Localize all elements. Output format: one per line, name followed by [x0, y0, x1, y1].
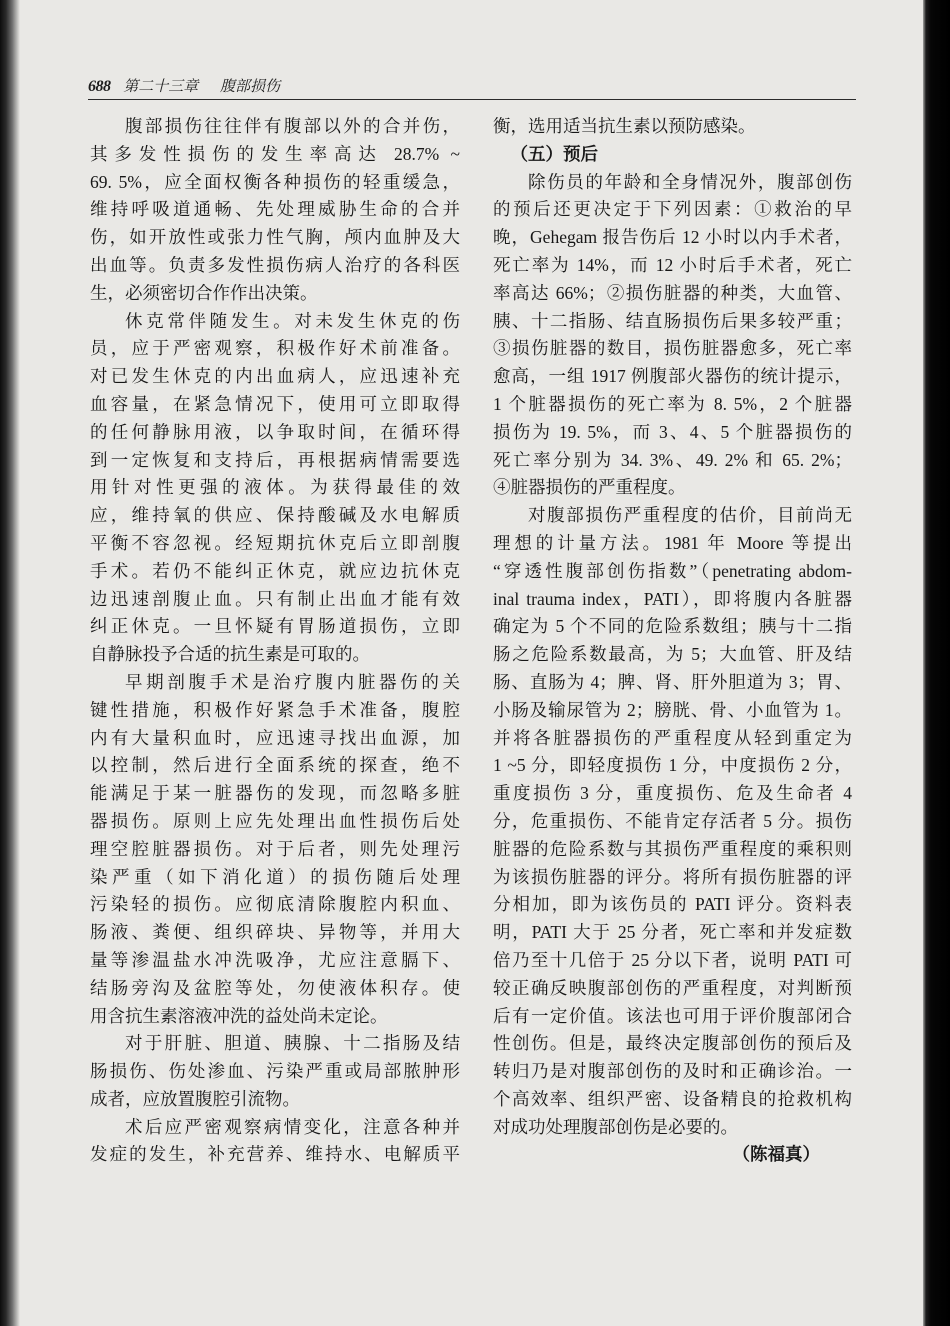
text-line: 1 个脏器损伤的死亡率为 8. 5%，2 个脏器 — [493, 393, 852, 414]
text-line: 除伤员的年龄和全身情况外，腹部创伤 — [528, 171, 852, 192]
text-line: 量等渗温盐水冲洗吸净，尤应注意膈下、 — [90, 949, 460, 970]
author-signature: （陈福真） — [732, 1144, 820, 1165]
scan-edge-right — [923, 0, 950, 1326]
left-column — [90, 113, 460, 1169]
text-line: 为该损伤脏器的评分。将所有损伤脏器的评 — [493, 866, 852, 887]
text-line: 平衡不容忽视。经短期抗休克后立即剖腹 — [90, 532, 460, 553]
text-line: 重度损伤 3 分，重度损伤、危及生命者 4 — [493, 783, 852, 804]
text-line: 器损伤。原则上应先处理出血性损伤后处 — [90, 810, 460, 831]
paragraph — [90, 669, 460, 1030]
text-line: 以控制，然后进行全面系统的探查，绝不 — [90, 755, 460, 776]
text-line: 分相加，即为该伤员的 PATI 评分。资料表 — [493, 894, 852, 915]
text-line: 血容量，在紧急情况下，使用可立即取得 — [90, 393, 460, 414]
text-line: 内有大量积血时，应迅速寻找出血源，加 — [90, 727, 460, 748]
right-column — [493, 113, 852, 1169]
running-header — [88, 77, 280, 97]
text-line: 率高达 66%；②损伤脏器的种类，大血管、 — [493, 282, 852, 303]
text-line: 个高效率、组织严密、设备精良的抢救机构 — [493, 1088, 852, 1109]
text-line: 1 ~5 分，即轻度损伤 1 分，中度损伤 2 分， — [493, 755, 852, 776]
text-line: 出血等。负责多发性损伤病人治疗的各科医 — [90, 254, 460, 275]
header-rule — [88, 99, 856, 100]
text-line: 污染轻的损伤。应彻底清除腹腔内积血、 — [90, 894, 460, 915]
paragraph — [493, 169, 852, 503]
text-line: 明，PATI 大于 25 分者，死亡率和并发症数 — [493, 922, 852, 943]
text-line: 伤，如开放性或张力性气胸，颅内血肿及大 — [90, 227, 460, 248]
text-line: “穿透性腹部创伤指数”（penetrating abdom- — [493, 560, 852, 581]
paragraph — [493, 502, 852, 1141]
text-line: 后有一定价值。该法也可用于评价腹部闭合 — [493, 1005, 852, 1026]
text-line: 其多发性损伤的发生率高达 28.7% ~ — [90, 143, 460, 164]
text-line: 维持呼吸道通畅、先处理威胁生命的合并 — [90, 199, 460, 220]
text-line: 理想的计量方法。1981 年 Moore 等提出 — [493, 532, 852, 553]
text-line: 分，危重损伤、不能肯定存活者 5 分。损伤 — [493, 810, 852, 831]
text-line: 生，必须密切合作作出决策。 — [90, 282, 318, 303]
text-line: 应，维持氧的供应、保持酸碱及水电解质 — [90, 505, 460, 526]
text-line: 对成功处理腹部创伤是必要的。 — [493, 1116, 738, 1137]
text-line: 愈高，一组 1917 例腹部火器伤的统计提示， — [493, 366, 852, 387]
paragraph-continuation — [493, 113, 852, 141]
text-line: 肠液、粪便、组织碎块、异物等，并用大 — [90, 922, 460, 943]
text-line: 成者，应放置腹腔引流物。 — [90, 1088, 300, 1109]
text-line: 较正确反映腹部创伤的严重程度，对判断预 — [493, 977, 852, 998]
scan-edge-left — [0, 0, 20, 1326]
text-line: 肠损伤、伤处渗血、污染严重或局部脓肿形 — [90, 1061, 460, 1082]
text-line: 术后应严密观察病情变化，注意各种并 — [125, 1116, 460, 1137]
text-line: 自静脉投予合适的抗生素是可取的。 — [90, 644, 370, 665]
paragraph — [90, 1114, 460, 1170]
text-line: 员，应于严密观察，积极作好术前准备。 — [90, 338, 460, 359]
text-line: 肠之危险系数最高，为 5；大血管、肝及结 — [493, 644, 852, 665]
text-line: 胰、十二指肠、结直肠损伤后果多较严重； — [493, 310, 852, 331]
text-line: 衡，选用适当抗生素以预防感染。 — [493, 116, 756, 136]
text-line: 手术。若仍不能纠正休克，就应边抗休克 — [90, 560, 460, 581]
text-line: 转归乃是对腹部创伤的及时和正确诊治。一 — [493, 1061, 852, 1082]
text-line: 用含抗生素溶液冲洗的益处尚未定论。 — [90, 1005, 388, 1026]
text-line: ④脏器损伤的严重程度。 — [493, 477, 686, 498]
chapter-label: 第二十三章 — [123, 79, 199, 95]
text-line: 脏器的危险系数与其损伤严重程度的乘积则 — [493, 838, 852, 859]
text-line: 的预后还更决定于下列因素：①救治的早 — [493, 199, 852, 220]
text-line: 肠、直肠为 4；脾、肾、肝外胆道为 3；胃、 — [493, 671, 852, 692]
text-line: 性创伤。但是，最终决定腹部创伤的预后及 — [493, 1033, 852, 1054]
text-line: 键性措施，积极作好紧急手术准备，腹腔 — [90, 699, 460, 720]
paragraph — [90, 113, 460, 308]
text-line: 死亡率为 14%，而 12 小时后手术者，死亡 — [493, 254, 852, 275]
text-line: 并将各脏器损伤的严重程度从轻到重定为 — [493, 727, 852, 748]
text-line: 确定为 5 个不同的危险系数组；胰与十二指 — [493, 616, 852, 637]
chapter-title: 腹部损伤 — [220, 79, 281, 95]
text-line: 染严重（如下消化道）的损伤随后处理 — [90, 866, 460, 887]
text-line: inal trauma index，PATI），即将腹内各脏器 — [493, 588, 852, 609]
text-line: 对已发生休克的内出血病人，应迅速补充 — [90, 366, 460, 387]
text-line: 倍乃至十几倍于 25 分以下者，说明 PATI 可 — [493, 949, 852, 970]
text-line: 晚，Gehegam 报告伤后 12 小时以内手术者， — [493, 227, 852, 248]
text-line: 腹部损伤往往伴有腹部以外的合并伤， — [125, 116, 460, 136]
text-line: 损伤为 19. 5%，而 3、4、5 个脏器损伤的 — [493, 421, 852, 442]
text-line: ③损伤脏器的数目，损伤脏器愈多，死亡率 — [493, 338, 852, 359]
text-line: 69. 5%，应全面权衡各种损伤的轻重缓急， — [90, 171, 460, 192]
text-line: 小肠及输尿管为 2；膀胱、骨、小血管为 1。 — [493, 699, 852, 720]
text-line: 结肠旁沟及盆腔等处，勿使液体积存。使 — [90, 977, 460, 998]
text-line: 早期剖腹手术是治疗腹内脏器伤的关 — [125, 671, 460, 692]
text-line: 的任何静脉用液，以争取时间，在循环得 — [90, 421, 460, 442]
text-line: 到一定恢复和支持后，再根据病情需要选 — [90, 449, 460, 470]
text-line: 用针对性更强的液体。为获得最佳的效 — [90, 477, 460, 498]
text-line: 能满足于某一脏器伤的发现，而忽略多脏 — [90, 783, 460, 804]
paragraph — [90, 1030, 460, 1113]
text-line: 对腹部损伤严重程度的估价，目前尚无 — [528, 505, 852, 526]
section-heading: （五）预后 — [510, 143, 598, 164]
paragraph — [90, 308, 460, 669]
page-number: 688 — [88, 78, 111, 95]
text-line: 休克常伴随发生。对未发生休克的伤 — [125, 310, 460, 331]
text-line: 边迅速剖腹止血。只有制止出血才能有效 — [90, 588, 460, 609]
text-line: 对于肝脏、胆道、胰腺、十二指肠及结 — [125, 1033, 460, 1054]
text-line: 理空腔脏器损伤。对于后者，则先处理污 — [90, 838, 460, 859]
text-line: 死亡率分别为 34. 3%、49. 2% 和 65. 2%； — [493, 449, 852, 470]
text-line: 发症的发生，补充营养、维持水、电解质平 — [90, 1144, 460, 1165]
text-line: 纠正休克。一旦怀疑有胃肠道损伤，立即 — [90, 616, 460, 637]
